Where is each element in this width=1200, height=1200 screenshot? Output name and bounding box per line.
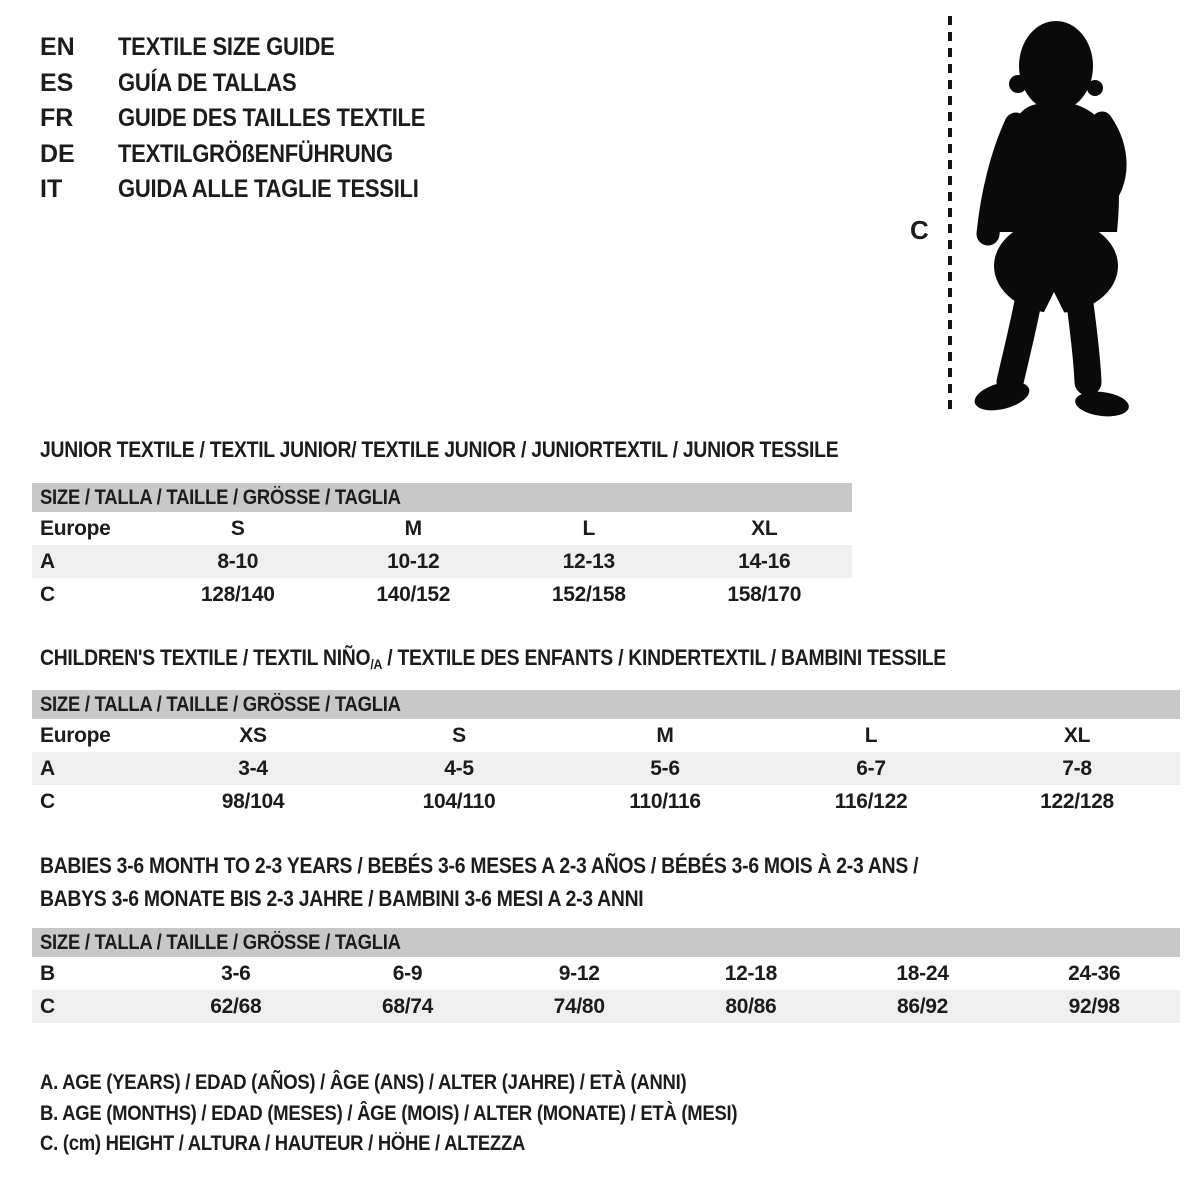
babies-section-title [40, 849, 1038, 915]
row-label: A [40, 549, 55, 573]
table-row [32, 512, 852, 545]
junior-size-table [32, 483, 852, 611]
table-cell: 7-8 [1062, 756, 1092, 780]
language-row-en [40, 30, 467, 66]
table-cell: 92/98 [1068, 994, 1120, 1018]
language-text: TEXTILGRÖßENFÜHRUNG [118, 139, 393, 168]
children-size-table [32, 690, 1180, 818]
row-label: Europe [40, 516, 111, 540]
table-cell: XS [239, 723, 267, 747]
children-title-post: / TEXTILE DES ENFANTS / KINDERTEXTIL / BAMBINI TESSILE [382, 645, 946, 670]
table-row [32, 752, 1180, 785]
table-cell: 14-16 [738, 549, 791, 573]
size-header-text: SIZE / TALLA / TAILLE / GRÖSSE / TAGLIA [40, 485, 401, 509]
legend-line-b [40, 1099, 832, 1130]
table-row [32, 719, 1180, 752]
language-row-it [40, 172, 467, 208]
language-row-es [40, 66, 467, 102]
language-code: IT [40, 175, 63, 204]
legend-line-a [40, 1068, 832, 1099]
table-cell: 6-9 [392, 961, 423, 985]
table-row [32, 785, 1180, 818]
table-cell: 68/74 [381, 994, 434, 1018]
table-cell: 10-12 [387, 549, 440, 573]
children-section-title-text [40, 641, 946, 681]
measurement-legend [40, 1068, 832, 1160]
table-cell: 24-36 [1068, 961, 1121, 985]
row-label: Europe [40, 723, 111, 747]
table-cell: 12-13 [562, 549, 615, 573]
children-section-title [40, 641, 1069, 681]
size-header-band [32, 690, 1180, 719]
table-cell: M [404, 516, 422, 540]
language-code: EN [40, 33, 75, 62]
table-cell: S [230, 516, 245, 540]
table-cell: 122/128 [1040, 789, 1114, 813]
table-cell: 8-10 [217, 549, 259, 573]
table-row [32, 957, 1180, 990]
table-cell: S [452, 723, 466, 747]
table-cell: 3-6 [221, 961, 251, 985]
table-cell: 98/104 [221, 789, 285, 813]
language-code: FR [40, 104, 74, 133]
table-cell: L [864, 723, 878, 747]
table-cell: 18-24 [896, 961, 949, 985]
language-list [40, 30, 467, 208]
language-text: GUIDA ALLE TAGLIE TESSILI [118, 175, 419, 204]
table-cell: 74/80 [553, 994, 605, 1018]
table-cell: 116/122 [834, 789, 908, 813]
table-cell: 152/158 [551, 582, 626, 606]
height-measure-label: C [910, 215, 929, 245]
table-cell: 62/68 [210, 994, 262, 1018]
table-row [32, 990, 1180, 1023]
size-header-band [32, 483, 852, 512]
language-text: GUÍA DE TALLAS [118, 68, 297, 97]
babies-title-line2 [40, 882, 1038, 915]
junior-section-title-text: JUNIOR TEXTILE / TEXTIL JUNIOR/ TEXTILE JUNIOR / JUNIORTEXTIL / JUNIOR TESSILE [40, 437, 839, 462]
table-cell: 3-4 [238, 756, 268, 780]
table-cell: L [582, 516, 596, 540]
size-header-band [32, 928, 1180, 957]
language-code: ES [40, 68, 74, 97]
table-cell: 6-7 [856, 756, 886, 780]
language-row-fr [40, 101, 467, 137]
row-label: C [40, 582, 55, 606]
table-cell: 9-12 [558, 961, 600, 985]
legend-line-b-text: B. AGE (MONTHS) / EDAD (MESES) / ÂGE (MOIS) / ALTER (MONATE) / ETÀ (MESI) [40, 1101, 738, 1125]
table-row [32, 545, 852, 578]
legend-line-c [40, 1129, 832, 1160]
table-cell: 80/86 [725, 994, 777, 1018]
table-cell: 4-5 [444, 756, 474, 780]
children-title-pre: CHILDREN'S TEXTILE / TEXTIL NIÑO [40, 645, 371, 670]
table-cell: M [656, 723, 674, 747]
babies-title-line1-text: BABIES 3-6 MONTH TO 2-3 YEARS / BEBÉS 3-6 MESES A 2-3 AÑOS / BÉBÉS 3-6 MOIS À 2-3 ANS / [40, 853, 919, 878]
babies-title-line2-text: BABYS 3-6 MONATE BIS 2-3 JAHRE / BAMBINI 3-6 MESI A 2-3 ANNI [40, 886, 644, 911]
height-dashed-line [948, 16, 952, 416]
table-cell: 128/140 [200, 582, 275, 606]
table-cell: 110/116 [629, 789, 701, 813]
toddler-silhouette-image [962, 14, 1144, 422]
legend-line-c-text: C. (cm) HEIGHT / ALTURA / HAUTEUR / HÖHE / ALTEZZA [40, 1132, 526, 1156]
babies-size-table [32, 928, 1180, 1023]
table-cell: 104/110 [422, 789, 496, 813]
size-header-text: SIZE / TALLA / TAILLE / GRÖSSE / TAGLIA [40, 930, 401, 954]
children-title-subscript: /A [370, 656, 383, 672]
table-row [32, 578, 852, 611]
language-text: TEXTILE SIZE GUIDE [118, 33, 335, 62]
junior-section-title [40, 433, 947, 466]
table-cell: XL [1063, 723, 1091, 747]
language-code: DE [40, 139, 75, 168]
table-cell: 158/170 [727, 582, 802, 606]
table-cell: XL [751, 516, 778, 540]
row-label: A [40, 756, 55, 780]
legend-line-a-text: A. AGE (YEARS) / EDAD (AÑOS) / ÂGE (ANS) / ALTER (JAHRE) / ETÀ (ANNI) [40, 1071, 687, 1095]
language-row-de [40, 137, 467, 173]
table-cell: 12-18 [724, 961, 777, 985]
table-cell: 140/152 [376, 582, 451, 606]
table-cell: 5-6 [650, 756, 680, 780]
language-text: GUIDE DES TAILLES TEXTILE [118, 104, 426, 133]
table-cell: 86/92 [896, 994, 949, 1018]
row-label: B [40, 961, 55, 985]
babies-title-line1 [40, 849, 1038, 882]
size-header-text: SIZE / TALLA / TAILLE / GRÖSSE / TAGLIA [40, 692, 401, 716]
row-label: C [40, 789, 55, 813]
row-label: C [40, 994, 55, 1018]
